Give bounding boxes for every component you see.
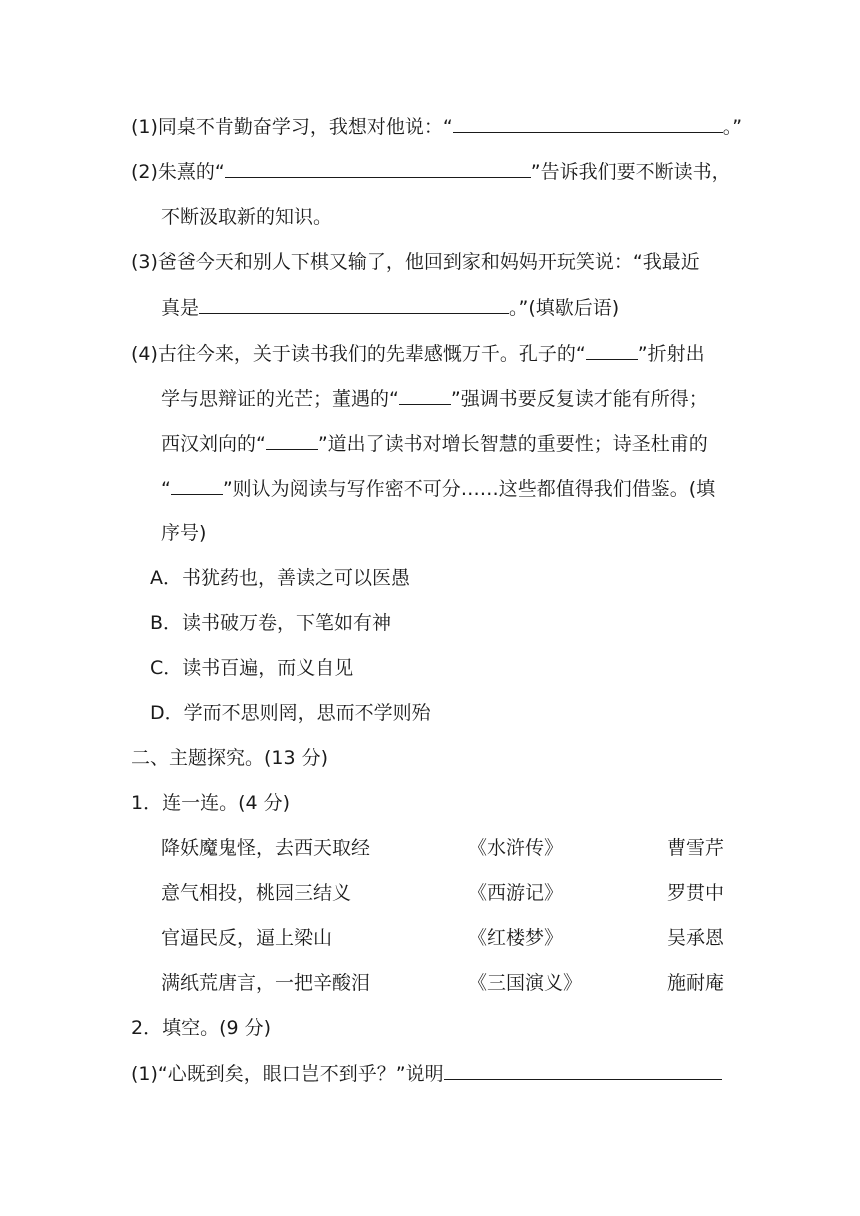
answer-blank[interactable] <box>266 431 318 450</box>
answer-blank[interactable] <box>444 1061 722 1080</box>
answer-blank[interactable] <box>399 386 451 405</box>
match-author[interactable]: 曹雪芹 <box>667 837 725 859</box>
match-desc[interactable]: 官逼民反，逼上梁山 <box>161 927 333 949</box>
question-1-3: (3)爸爸今天和别人下棋又输了，他回到家和妈妈开玩笑说：“我最近 <box>131 251 700 273</box>
option-a: A．书犹药也，善读之可以医愚 <box>150 567 410 589</box>
fill-question-1: (1)“心既到矣，眼口岂不到乎？”说明 <box>131 1061 722 1086</box>
match-book[interactable]: 《水浒传》 <box>468 837 564 859</box>
answer-blank[interactable] <box>586 341 638 360</box>
question-1-2-cont: 不断汲取新的知识。 <box>161 206 333 228</box>
question-1-1: (1)同桌不肯勤奋学习，我想对他说：“ 。” <box>131 116 743 138</box>
option-d: D．学而不思则罔，思而不学则殆 <box>150 702 431 724</box>
match-desc[interactable]: 降妖魔鬼怪，去西天取经 <box>161 837 371 859</box>
question-1-4: (4)古往今来，关于读书我们的先辈感慨万千。孔子的“ ”折射出 <box>131 343 705 365</box>
answer-blank[interactable] <box>171 476 223 495</box>
option-c: C．读书百遍，而义自见 <box>150 657 354 679</box>
match-desc[interactable]: 满纸荒唐言，一把辛酸泪 <box>161 972 371 994</box>
match-desc[interactable]: 意气相投，桃园三结义 <box>161 882 352 904</box>
match-book[interactable]: 《红楼梦》 <box>468 927 564 949</box>
question-1-4-c: 西汉刘向的“ ”道出了读书对增长智慧的重要性；诗圣杜甫的 <box>161 433 708 455</box>
question-1-2: (2)朱熹的“ ”告诉我们要不断读书， <box>131 161 731 183</box>
section-2-sub2: 2．填空。(9 分) <box>131 1017 272 1039</box>
question-1-4-e: 序号) <box>161 522 207 544</box>
question-1-3-cont: 真是 。”(填歇后语) <box>161 297 620 319</box>
match-author[interactable]: 吴承恩 <box>667 927 725 949</box>
match-book[interactable]: 《西游记》 <box>468 882 564 904</box>
question-1-4-b: 学与思辩证的光芒；董遇的“ ”强调书要反复读才能有所得； <box>161 388 708 410</box>
section-2-title: 二、主题探究。(13 分) <box>131 747 329 769</box>
match-author[interactable]: 罗贯中 <box>667 882 725 904</box>
section-2-sub1: 1．连一连。(4 分) <box>131 792 291 814</box>
match-author[interactable]: 施耐庵 <box>667 972 725 994</box>
answer-blank[interactable] <box>199 295 509 314</box>
match-book[interactable]: 《三国演义》 <box>468 972 583 994</box>
question-1-4-d: “ ”则认为阅读与写作密不可分……这些都值得我们借鉴。(填 <box>161 478 716 500</box>
answer-blank[interactable] <box>225 159 531 178</box>
option-b: B．读书破万卷，下笔如有神 <box>150 612 392 634</box>
answer-blank[interactable] <box>453 114 723 133</box>
